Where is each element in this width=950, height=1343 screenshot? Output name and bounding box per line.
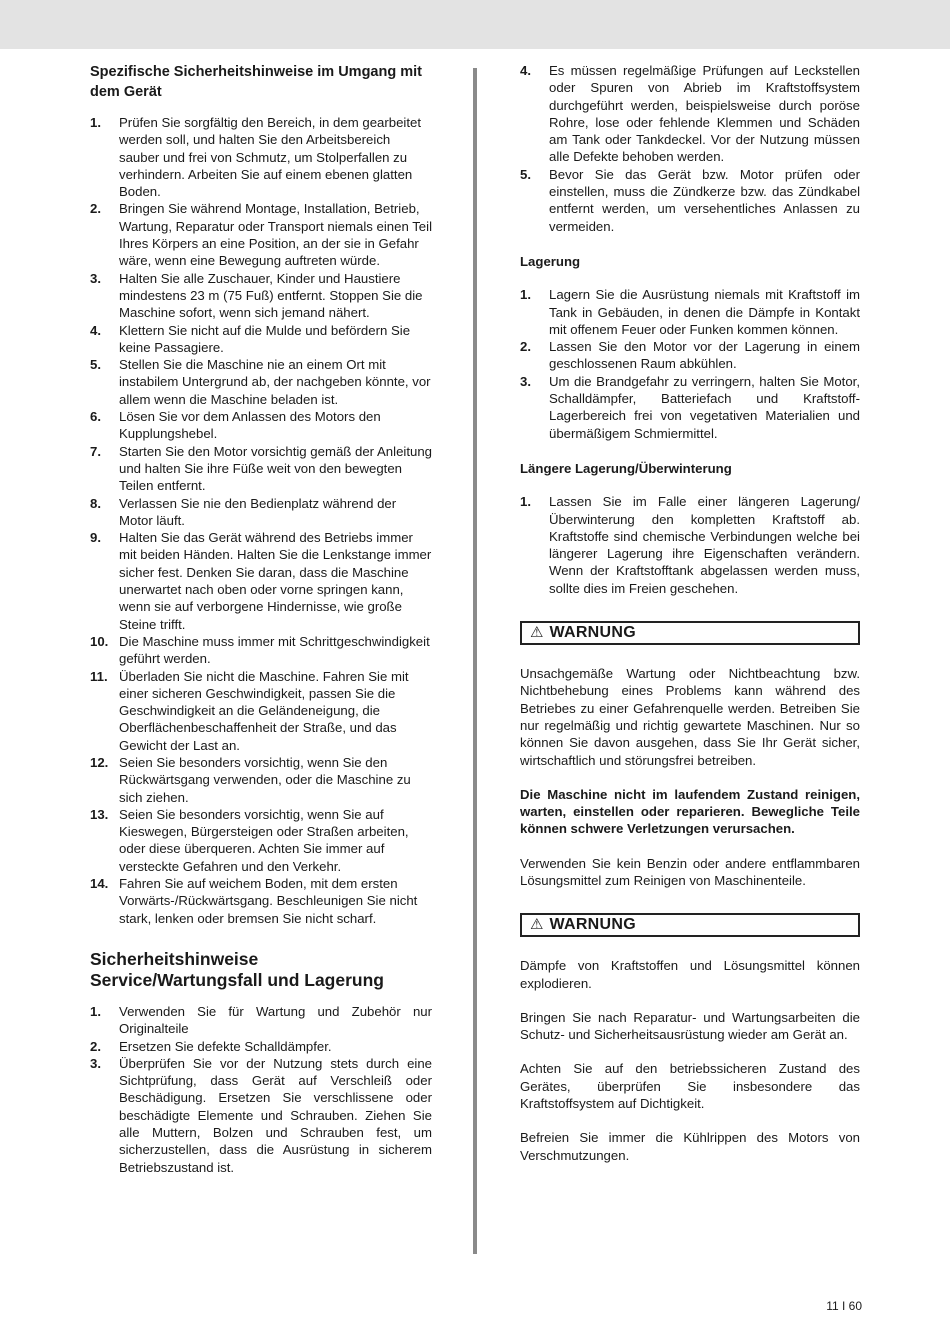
list-item-number: 12. [90,754,109,770]
list-item-text: Es müssen regelmäßige Prüfungen auf Leckstellen oder Spuren von Abrieb im Kraftstoffsystem durchgeführt werden, beispielsweise durch poröse Rohre, lose oder fehlende Klemmen und Schäden am Tank oder Tankdeckel. Vor der Nutzung müssen alle Defekte behoben werden. [549,63,860,165]
list-item-text: Überladen Sie nicht die Maschine. Fahren Sie mit einer sicheren Geschwindigkeit, passen Sie die Geschwindigkeit an die Geländeneigung, die Oberflächenbeschaffenheit der Straße, und das Gewicht der Last an. [119,668,409,753]
list-item-number: 3. [90,270,101,286]
list-item-number: 4. [90,322,101,338]
top-header-bar [0,0,950,49]
list-item-number: 11. [90,668,108,684]
section-heading-storage: Lagerung [520,253,581,269]
right-column [520,62,860,1181]
list-item [520,166,860,235]
list-item-number: 4. [520,63,531,78]
list-item-number: 2. [90,201,101,217]
list-item [520,338,860,373]
list-item [90,806,432,875]
list-item-text: Halten Sie das Gerät während des Betriebs immer mit beiden Händen. Halten Sie die Lenkstange immer sicher fest. Denken Sie daran, dass die Maschine unerwartet nach oben oder vorne springen kann, wenn sie auf verborgene Hindernisse, wie große Steine trifft. [119,530,432,632]
warning-text: Dämpfe von Kraftstoffen und Lösungsmittel können explodieren. [520,958,860,991]
list-item-text: Lagern Sie die Ausrüstung niemals mit Kraftstoff im Tank in Gebäuden, in denen die Dämpfe in Kontakt mit offenem Feuer oder Funken kommen können. [549,287,860,337]
page-number: 11 I 60 [826,1299,862,1313]
list-item-number: 5. [90,357,101,373]
section-heading-service-storage: Sicherheitshinweise Service/Wartungsfall und Lagerung [90,948,384,990]
list-item-text: Die Maschine muss immer mit Schrittgeschwindigkeit geführt werden. [119,633,430,667]
service-list [90,1003,432,1176]
storage-list [520,286,860,442]
warning-label: WARNUNG [549,916,636,934]
list-item-text: Lassen Sie den Motor vor der Lagerung in einem geschlossenen Raum abkühlen. [549,339,860,372]
warning-box-2 [520,913,860,937]
list-item-text: Fahren Sie auf weichem Boden, mit dem ersten Vorwärts-/Rückwärtsgang. Beschleunigen Sie nicht stark, lenken oder bremsen Sie nicht scharf. [119,876,418,926]
list-item [90,443,432,495]
list-item-number: 7. [90,443,101,459]
list-item-number: 2. [90,1038,101,1054]
list-item-text: Bevor Sie das Gerät bzw. Motor prüfen oder einstellen, muss die Zündkerze bzw. das Zündkabel entfernt werden, um versehentliches Anlassen zu vermeiden. [549,166,860,234]
list-item-text: Überprüfen Sie vor der Nutzung stets durch eine Sichtprüfung, dass Gerät auf Verschleiß oder Beschädigung. Ersetzen Sie verschlissene oder beschädigte Elemente und Schrauben. Ziehen Sie alle Muttern, Bolzen und Schrauben fest, um sicherzustellen, dass die Ausrüstung in sicherem Betriebszustand ist. [119,1055,432,1175]
list-item [90,754,432,806]
list-item-number: 10. [90,633,109,649]
list-item-number: 1. [520,287,531,303]
list-item-text: Seien Sie besonders vorsichtig, wenn Sie auf Kieswegen, Bürgersteigen oder Straßen arbeiten, oder diese überqueren. Achten Sie immer auf versteckte Gefahren und den Verkehr. [119,806,409,874]
list-item [90,875,432,927]
list-item [90,408,432,443]
warning-text: Befreien Sie immer die Kühlrippen des Motors von Verschmutzungen. [520,1130,860,1163]
warning-text-bold: Die Maschine nicht im laufendem Zustand reinigen, warten, einstellen oder reparieren. Bewegliche Teile können schwere Verletzungen verursachen. [520,786,860,837]
list-item [520,62,860,166]
warning-text: Verwenden Sie kein Benzin oder andere entflammbaren Lösungsmittel zum Reinigen von Maschinenteile. [520,855,860,888]
list-item [90,114,432,200]
list-item-number: 6. [90,409,101,425]
list-item [90,356,432,408]
list-item-text: Seien Sie besonders vorsichtig, wenn Sie den Rückwärtsgang verwenden, oder die Maschine zu sich ziehen. [119,754,411,805]
warning-text: Bringen Sie nach Reparatur- und Wartungsarbeiten die Schutz- und Sicherheitsausrüstung wieder am Gerät an. [520,1009,860,1043]
list-item-text: Verlassen Sie nie den Bedienplatz während der Motor läuft. [119,495,397,528]
list-item-number: 1. [90,1003,101,1019]
list-item [90,270,432,322]
list-item [90,529,432,633]
list-item-text: Halten Sie alle Zuschauer, Kinder und Haustiere mindestens 23 m (75 Fuß) entfernt. Stoppen Sie die Maschine sofort, wenn sich jemand nähert. [119,270,423,321]
list-item-number: 13. [90,806,109,822]
list-item [90,322,432,357]
list-item-text: Lassen Sie im Falle einer längeren Lagerung/ Überwinterung den kompletten Kraftstoff ab. Kraftstoffe sind chemische Verbindungen welche bei längerer Lagerung ihre Eigenschaften verändern. Wenn der Kraftstofftank abgelassen werden muss, sollte dies im Freien geschehen. [549,494,860,596]
warning-triangle-icon: ⚠ [530,624,544,642]
list-item [90,1038,432,1055]
list-item-text: Um die Brandgefahr zu verringern, halten Sie Motor, Schalldämpfer, Batteriefach und Kraftstoff-Lagerbereich frei von vegetativen Materialien und übermäßigem Schmiermittel. [549,373,860,441]
list-item [90,495,432,530]
list-item-number: 9. [90,530,101,546]
list-item-text: Verwenden Sie für Wartung und Zubehör nur Originalteile [119,1003,432,1037]
list-item [90,200,432,269]
list-item [520,373,860,442]
list-item-number: 1. [90,115,101,130]
list-item [520,493,860,597]
list-item-text: Stellen Sie die Maschine nie an einem Ort mit instabilem Untergrund ab, der nachgeben könnte, vor allem wenn die Maschine beladen ist. [119,357,431,407]
list-item [520,286,860,338]
list-item-text: Bringen Sie während Montage, Installation, Betrieb, Wartung, Reparatur oder Transport niemals einen Teil Ihres Körpers an eine Position, an der sie in Gefahr wäre, wenn eine Bewegung auftreten würde. [119,201,432,269]
list-item [90,1003,432,1038]
list-item [90,633,432,668]
warning-triangle-icon: ⚠ [530,916,544,934]
list-item-number: 14. [90,876,109,892]
list-item [90,668,432,754]
list-item-text: Klettern Sie nicht auf die Mulde und befördern Sie keine Passagiere. [119,322,411,355]
list-item-number: 5. [520,166,531,182]
column-divider [473,68,477,1254]
section-heading-specific-safety: Spezifische Sicherheitshinweise im Umgang mit dem Gerät [90,64,422,100]
safety-list [90,114,432,927]
list-item-number: 8. [90,495,101,511]
section-heading-long-storage: Längere Lagerung/Überwinterung [520,460,732,476]
list-item-text: Prüfen Sie sorgfältig den Bereich, in dem gearbeitet werden soll, und halten Sie den Arbeitsbereich sauber und frei von Schmutz, um Stolperfallen zu verhindern. Arbeiten Sie auf einem ebenen glatten Boden. [119,115,422,200]
left-column [90,62,432,1176]
list-item-number: 3. [90,1055,101,1071]
list-item-number: 3. [520,373,531,389]
warning-box-1 [520,621,860,645]
list-item-number: 1. [520,494,531,510]
list-item [90,1055,432,1176]
warning-text: Achten Sie auf den betriebssicheren Zustand des Gerätes, überprüfen Sie insbesondere das Kraftstoffsystem auf Dichtigkeit. [520,1061,860,1112]
service-list-continued [520,62,860,235]
long-storage-list [520,493,860,597]
list-item-text: Starten Sie den Motor vorsichtig gemäß der Anleitung und halten Sie ihre Füße weit von den bewegten Teilen entfernt. [119,443,433,494]
list-item-text: Lösen Sie vor dem Anlassen des Motors den Kupplungshebel. [119,409,381,442]
warning-text: Unsachgemäße Wartung oder Nichtbeachtung bzw. Nichtbehebung eines Problems kann während des Betriebes zu einer Gefahrenquelle werden. Betreiben Sie nur regelmäßig und richtig gewartete Maschinen. Nur so können Sie davon ausgehen, dass Sie Ihr Gerät sicher, wirtschaftlich und störungsfrei betreiben. [520,666,860,768]
list-item-number: 2. [520,339,531,355]
warning-label: WARNUNG [549,624,636,642]
list-item-text: Ersetzen Sie defekte Schalldämpfer. [119,1038,332,1054]
